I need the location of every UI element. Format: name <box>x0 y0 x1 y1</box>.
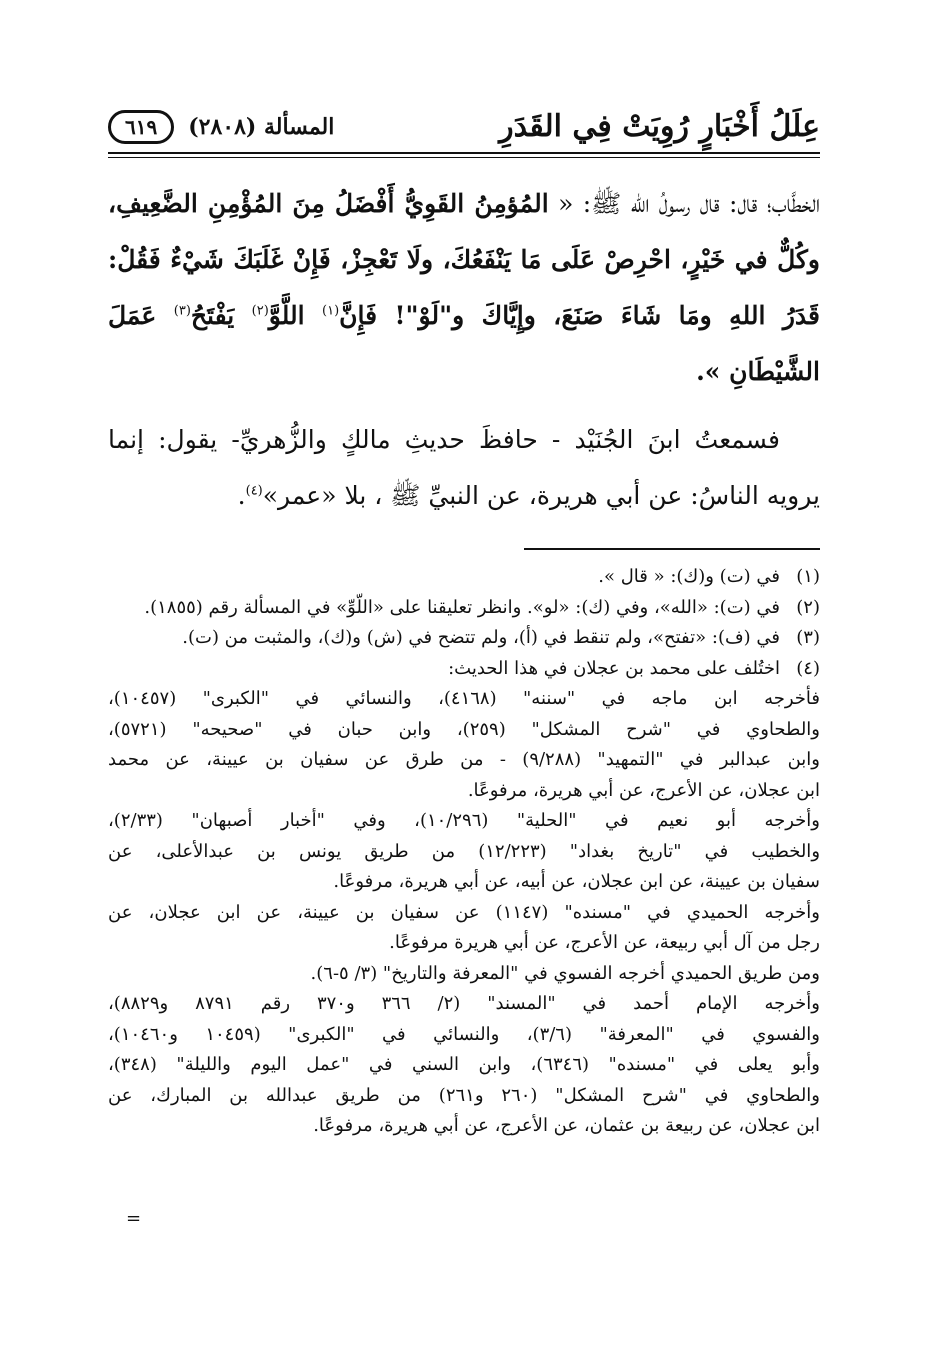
hadith-text: المُؤمِنُ القَوِيُّ أَفْضَلُ مِنَ المُؤْمِنِ الضَّعِيفِ، وكُلٌّ في خَيْرٍ، احْرِصْ عَلَى مَا يَنْفَعُكَ، ولَا تَعْجِزْ، فَإِنْ غَلَبَكَ شَيْءٌ فَقُلْ: قَدَرُ اللهِ ومَا شَاءَ صَنَعَ، وإِيَّاكَ و"لَوْ"! فَإِنَّ <box>108 189 821 330</box>
footnote-ref-1[interactable]: (١) <box>322 303 340 319</box>
footnote-number: (١) <box>796 566 820 587</box>
footnote-line: والفسوي في "المعرفة" (٣/٦)، والنسائي في "الكبرى" (١٠٤٥٩ و١٠٤٦٠)، <box>108 1023 821 1045</box>
paragraph-comment <box>108 412 820 524</box>
header-rule <box>108 152 820 158</box>
footnote-4-body <box>108 684 820 1142</box>
footnote-ref-3[interactable]: (٣) <box>173 303 191 319</box>
footnote-1 <box>108 562 820 593</box>
hadith-text-4: عَمَلَ الشَّيْطَانِ ». <box>108 301 820 386</box>
footnote-line: ابن عجلان، عن الأعرج، عن أبي هريرة، مرفوعًا. <box>467 779 820 801</box>
page-header <box>108 104 820 150</box>
comment-end: . <box>237 481 246 510</box>
footnote-line: سفيان بن عيينة، عن ابن عجلان، عن أبيه، عن أبي هريرة، مرفوعًا. <box>333 871 820 892</box>
continuation-mark: = <box>126 1208 142 1229</box>
hadith-text-3: يَفْتَحُ <box>190 301 252 330</box>
footnote-number: (٤) <box>796 657 820 679</box>
footnote-text: في (ت) و(ك): « قال ». <box>598 566 780 587</box>
footnote-line: رجل من آل أبي ربيعة، عن الأعرج، عن أبي هريرة مرفوعًا. <box>389 932 820 953</box>
footnote-text: اختُلف على محمد بن عجلان في هذا الحديث: <box>448 657 780 679</box>
footnote-line: ومن طريق الحميدي أخرجه الفسوي في "المعرفة والتاريخ" (٣/ ٥-٦). <box>310 962 820 984</box>
footnote-line: ابن عجلان، عن ربيعة بن عثمان، عن الأعرج، عن أبي هريرة، مرفوعًا. <box>313 1115 820 1136</box>
footnote-line: وأخرجه الإمام أحمد في "المسند" (٢/ ٣٦٦ و٣٧٠ رقم ٨٧٩١ و٨٨٢٩)، <box>108 993 820 1014</box>
footnote-line: وأخرجه أبو نعيم في "الحلية" (١٠/٢٩٦)، وفي "أخبار أصبهان" (٢/٣٣)، <box>108 810 820 831</box>
hadith-intro: الخطَّاب؛ قال: قال رسولُ الله ﷺ: « <box>548 189 820 218</box>
footnote-number: (٣) <box>796 627 820 648</box>
issue-number: المسألة (٢٨٠٨) <box>188 114 335 140</box>
footnote-ref-4[interactable]: (٤) <box>245 483 263 499</box>
footnote-line: وابن عبدالبر في "التمهيد" (٩/٢٨٨) - من طرق عن سفيان بن عيينة، عن محمد <box>108 749 821 770</box>
footnote-ref-2[interactable]: (٢) <box>251 303 269 319</box>
footnote-line: والطحاوي في "شرح المشكل" (٢٦٠ و٢٦١) من طريق عبدالله بن المبارك، عن <box>108 1084 821 1106</box>
comment-text: فسمعتُ ابنَ الجُنَيْد - حافظَ حديثِ مالكٍ والزُّهريِّ- يقول: إنما يرويه الناسُ: عن أبي هريرة، عن النبيِّ ﷺ ، بلا «عمر» <box>108 425 820 510</box>
footnotes <box>108 562 820 1142</box>
footnote-line: والخطيب في "تاريخ بغداد" (١٢/٢٢٣) من طريق يونس بن عبدالأعلى، عن <box>108 840 821 862</box>
footnote-line: وأخرجه الحميدي في "مسنده" (١١٤٧) عن سفيان بن عيينة، عن ابن عجلان، عن <box>108 901 820 923</box>
main-text <box>108 176 820 524</box>
book-title: عِلَلُ أَخْبَارٍ رُوِيَتْ فِي القَدَرِ <box>499 109 820 144</box>
footnote-2 <box>108 593 820 624</box>
paragraph-hadith <box>108 176 820 400</box>
footnote-line: وأبو يعلى في "مسنده" (٦٣٤٦)، وابن السني في "عمل اليوم والليلة" (٣٤٨)، <box>108 1054 820 1075</box>
footnote-line: فأخرجه ابن ماجه في "سننه" (٤١٦٨)، والنسائي في "الكبرى" (١٠٤٥٧)، <box>108 688 820 709</box>
page-number: ٦١٩ <box>108 110 174 144</box>
footnote-separator <box>524 548 820 550</box>
footnote-4 <box>108 654 820 685</box>
footnote-number: (٢) <box>796 596 820 618</box>
hadith-text-2: اللَّوَّ <box>268 301 323 330</box>
footnote-text: في (ت): «الله»، وفي (ك): «لو». وانظر تعليقنا على «اللَّوِّ» في المسألة رقم (١٨٥٥). <box>144 596 780 618</box>
footnote-3 <box>108 623 820 654</box>
header-meta <box>108 110 334 144</box>
footnote-line: والطحاوي في "شرح المشكل" (٢٥٩)، وابن حبان في "صحيحه" (٥٧٢١)، <box>108 718 820 740</box>
footnote-text: في (ف): «تفتح»، ولم تنقط في (أ)، ولم تتضح في (ش) و(ك)، والمثبت من (ت). <box>182 627 780 648</box>
